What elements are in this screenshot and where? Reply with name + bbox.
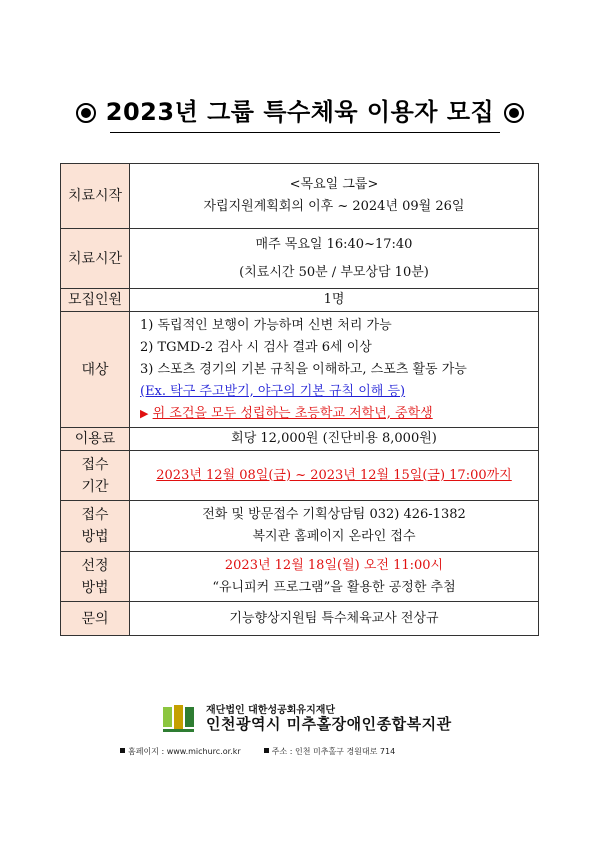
- value-method: [130, 501, 539, 552]
- row-contact: [61, 602, 539, 636]
- target-example: (Ex. 탁구 주고받기, 야구의 기본 규칙 이해 등): [140, 383, 406, 399]
- org-name: 인천광역시 미추홀장애인종합복지관: [206, 715, 452, 733]
- row-start: [61, 164, 539, 229]
- target-item: 2) TGMD-2 검사 시 검사 결과 6세 이상: [140, 339, 372, 355]
- header-selection-line2: 방법: [81, 579, 109, 596]
- header-period: [61, 451, 130, 501]
- selection-method: “유니피커 프로그램”을 활용한 공정한 추첨: [212, 579, 456, 595]
- value-start: [130, 164, 539, 229]
- header-selection-line1: 선정: [81, 557, 109, 574]
- header-period-line1: 접수: [81, 456, 109, 473]
- method-online: 복지관 홈페이지 온라인 접수: [252, 529, 416, 544]
- start-group: <목요일 그룹>: [289, 177, 379, 192]
- title-text: 2023년 그룹 특수체육 이용자 모집: [105, 98, 495, 126]
- header-method-line2: 방법: [81, 529, 109, 545]
- target-condition-text: 위 조건을 모두 성립하는 초등학교 저학년, 중학생: [152, 405, 433, 421]
- circle-bullet-icon: [76, 103, 96, 123]
- selection-date: 2023년 12월 18일(월) 오전 11:00시: [224, 557, 444, 573]
- header-target: 대상: [61, 312, 130, 428]
- value-period: [130, 451, 539, 501]
- square-bullet-icon: [120, 748, 125, 753]
- org-parent: 재단법인 대한성공회유지재단: [206, 705, 336, 716]
- row-target: [61, 312, 539, 428]
- target-item: 3) 스포츠 경기의 기본 규칙을 이해하고, 스포츠 활동 가능: [140, 361, 467, 377]
- footer-info: [120, 746, 395, 757]
- triangle-right-icon: ▶: [140, 406, 149, 420]
- header-method: [61, 501, 130, 552]
- value-target: [130, 312, 539, 428]
- row-recruit: [61, 289, 539, 312]
- header-contact: 문의: [61, 602, 130, 636]
- header-fee: 이용료: [61, 428, 130, 451]
- circle-bullet-icon: [504, 103, 524, 123]
- target-condition: [140, 403, 532, 425]
- welfare-center-logo-icon: [163, 705, 195, 733]
- period-text: 2023년 12월 08일(금) ~ 2023년 12월 15일(금) 17:00까지: [156, 467, 512, 483]
- time-detail: (치료시간 50분 / 부모상담 10분): [239, 264, 429, 280]
- header-time: 치료시간: [61, 229, 130, 289]
- value-recruit: 1명: [130, 289, 539, 312]
- page-title: [0, 92, 600, 127]
- header-recruit: 모집인원: [61, 289, 130, 312]
- row-method: [61, 501, 539, 552]
- header-selection: [61, 552, 130, 602]
- row-selection: [61, 552, 539, 602]
- row-period: [61, 451, 539, 501]
- homepage-text: 홈페이지 : www.michurc.or.kr: [128, 747, 241, 756]
- header-start: 치료시작: [61, 164, 130, 229]
- method-phone: 전화 및 방문접수 기획상담팀 032) 426-1382: [202, 507, 466, 522]
- value-time: [130, 229, 539, 289]
- value-selection: [130, 552, 539, 602]
- square-bullet-icon: [264, 748, 269, 753]
- row-fee: [61, 428, 539, 451]
- address-text: 주소 : 인천 미추홀구 경원대로 714: [271, 747, 396, 756]
- header-period-line2: 기간: [81, 478, 109, 495]
- title-underline: [110, 132, 500, 133]
- row-time: [61, 229, 539, 289]
- info-table: [60, 163, 539, 636]
- start-period: 자립지원계획회의 이후 ~ 2024년 09월 26일: [203, 199, 465, 214]
- time-schedule: 매주 목요일 16:40~17:40: [255, 236, 413, 252]
- value-fee: 회당 12,000원 (진단비용 8,000원): [130, 428, 539, 451]
- header-method-line1: 접수: [81, 507, 109, 523]
- value-contact: 기능향상지원팀 특수체육교사 전상규: [130, 602, 539, 636]
- target-item: 1) 독립적인 보행이 가능하며 신변 처리 가능: [140, 317, 392, 333]
